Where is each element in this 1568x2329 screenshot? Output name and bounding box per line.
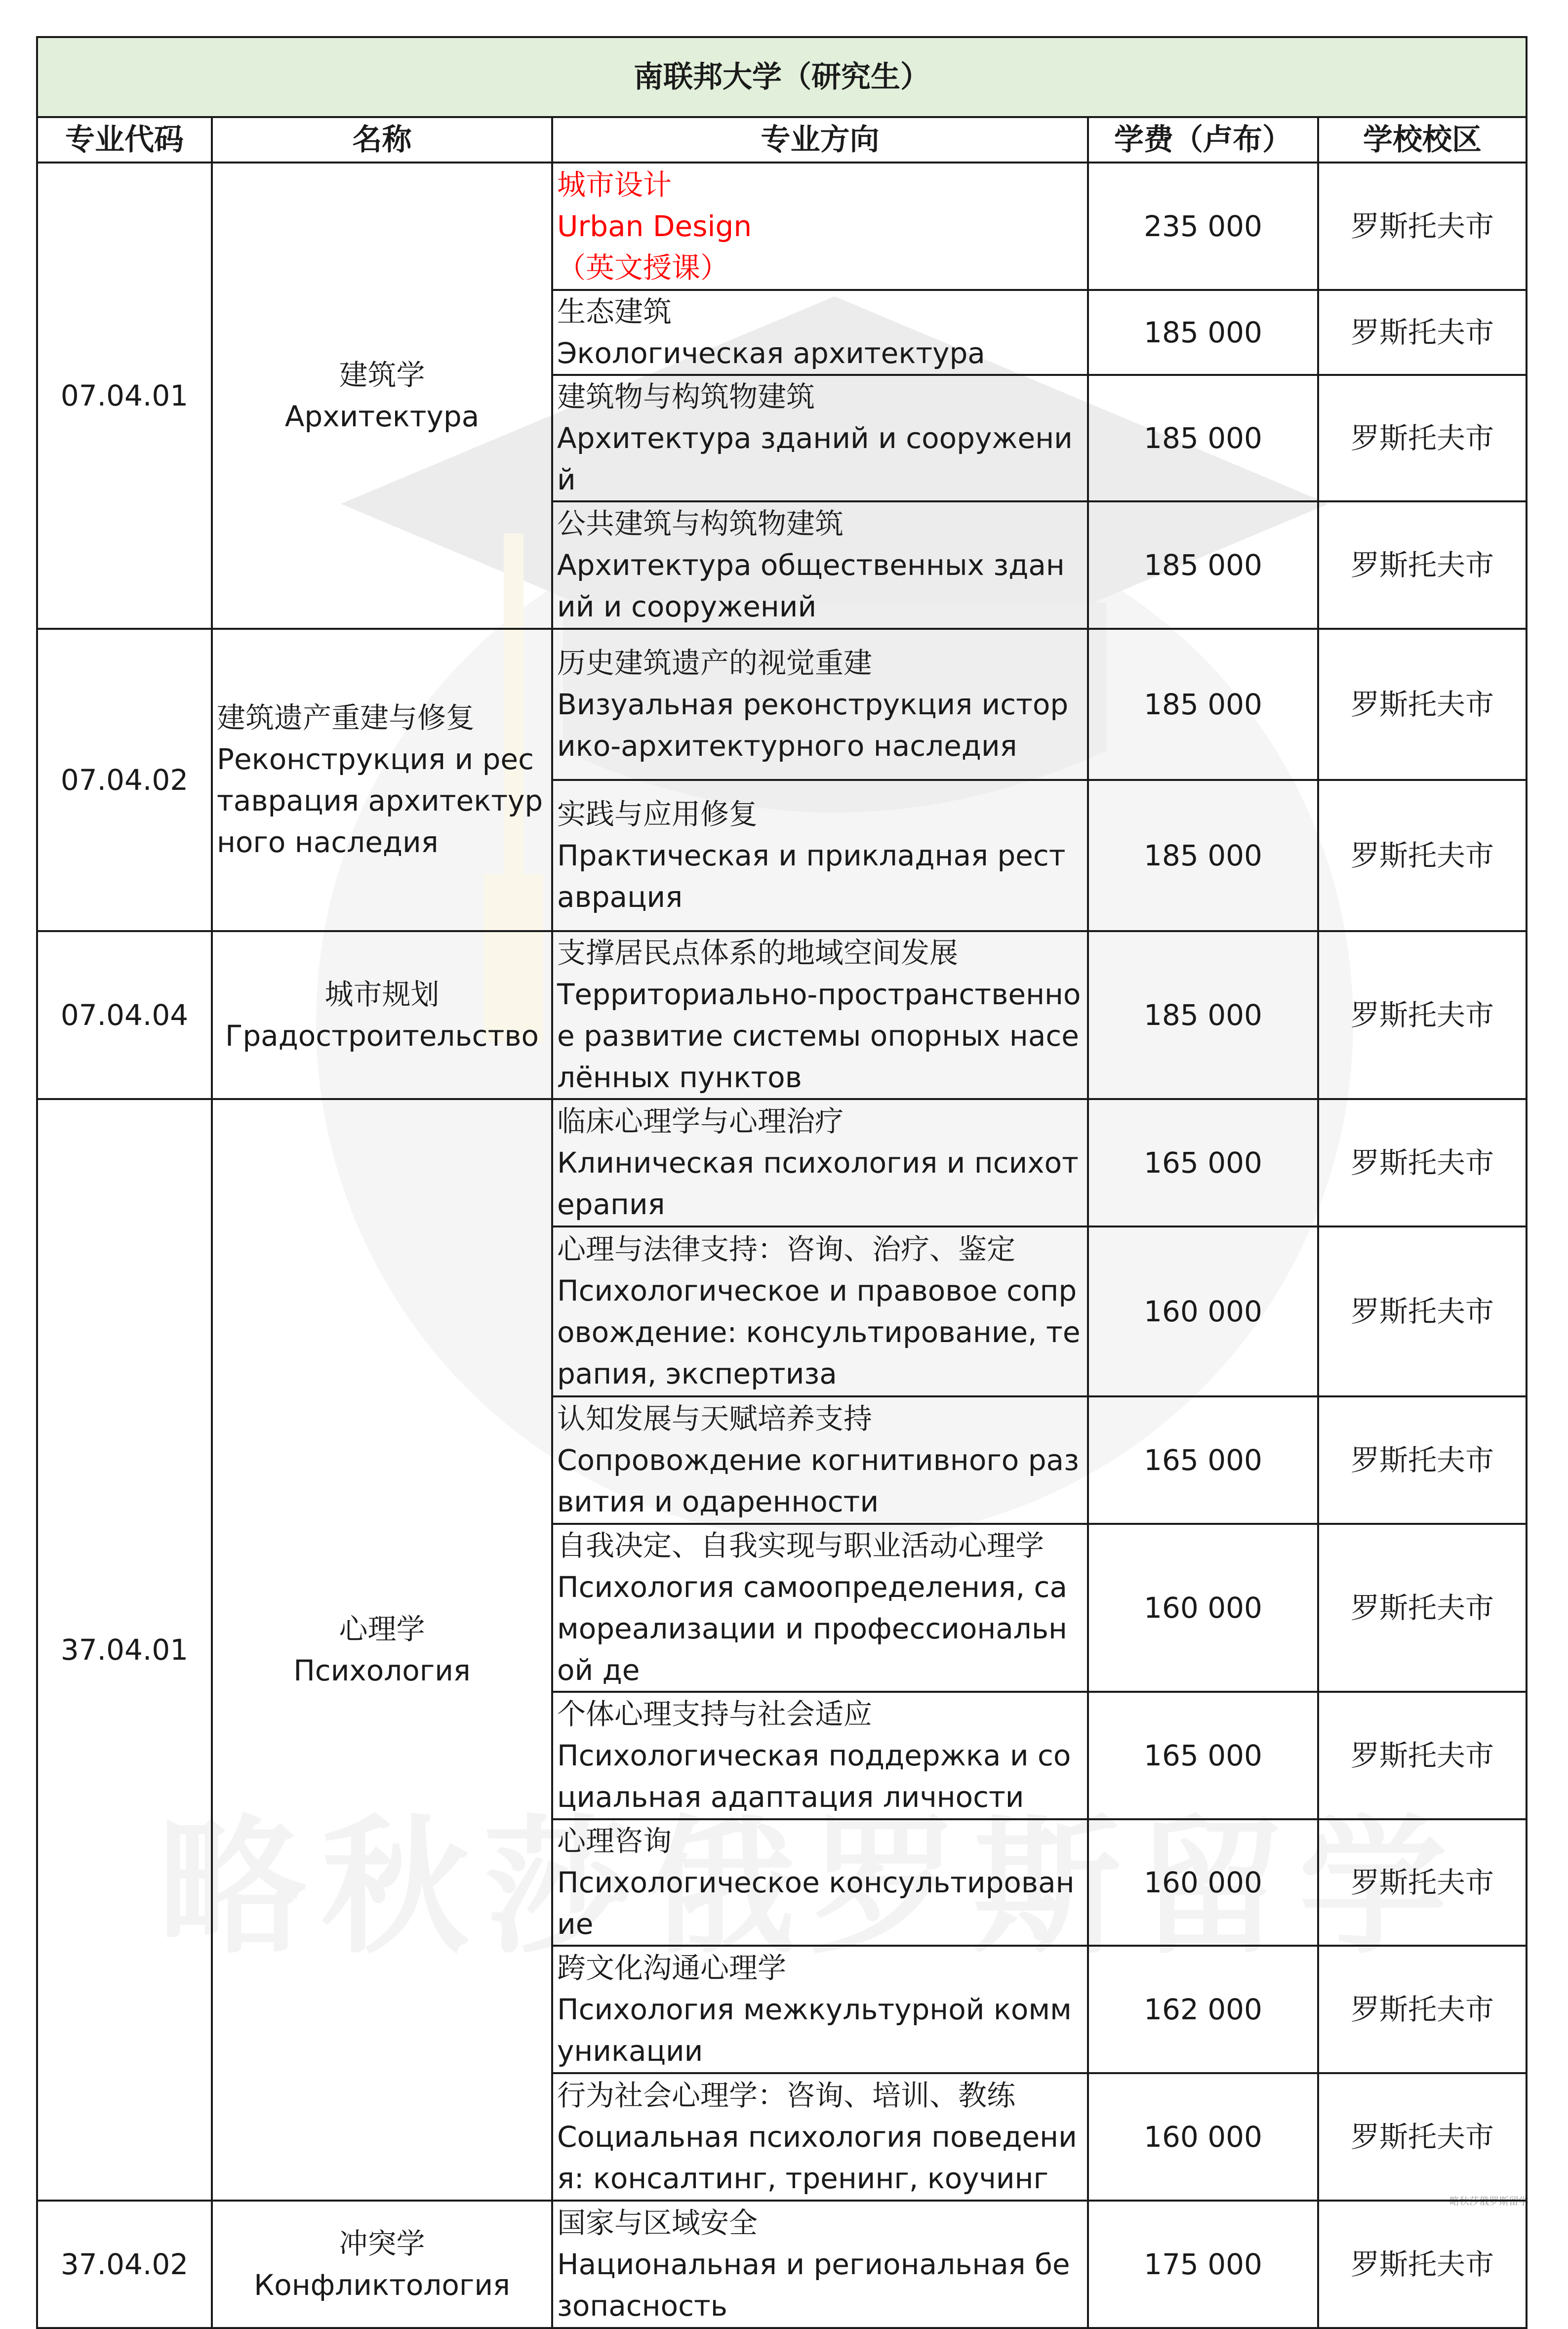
direction-note: （英文授课） [557, 251, 729, 285]
tuition-fee: 185 000 [1088, 375, 1318, 501]
table-row [37, 2201, 1527, 2328]
tuition-fee: 185 000 [1088, 780, 1318, 931]
campus-city: 罗斯托夫市 [1318, 780, 1527, 931]
program-direction [552, 1946, 1088, 2073]
major-name [212, 163, 552, 629]
direction-cn: 支撑居民点体系的地域空间发展 [557, 936, 959, 970]
major-name-cn: 心理学 [339, 1612, 425, 1646]
direction-cn: 临床心理学与心理治疗 [557, 1104, 844, 1138]
tuition-fee: 160 000 [1088, 1819, 1318, 1946]
major-name [212, 629, 552, 931]
major-name [212, 2201, 552, 2328]
direction-ru: Визуальная реконструкция историко-архитектурного наследия [557, 688, 1069, 763]
tuition-fee: 162 000 [1088, 1946, 1318, 2073]
program-direction [552, 375, 1088, 501]
major-code: 37.04.01 [37, 1099, 212, 2201]
program-direction [552, 1099, 1088, 1226]
tuition-fee: 160 000 [1088, 1226, 1318, 1396]
program-table [36, 36, 1528, 2329]
direction-ru: Клиническая психология и психотерапия [557, 1146, 1079, 1221]
program-direction [552, 1226, 1088, 1396]
direction-cn: 认知发展与天赋培养支持 [557, 1402, 873, 1435]
program-direction [552, 629, 1088, 780]
tuition-fee: 160 000 [1088, 1524, 1318, 1692]
campus-city: 罗斯托夫市 [1318, 1946, 1527, 2073]
direction-ru: Сопровождение когнитивного развития и одаренности [557, 1443, 1079, 1518]
campus-city: 罗斯托夫市 [1318, 1099, 1527, 1226]
tuition-fee: 185 000 [1088, 931, 1318, 1099]
header-campus: 学校校区 [1318, 117, 1527, 163]
major-code: 07.04.02 [37, 629, 212, 931]
campus-city: 罗斯托夫市 [1318, 1396, 1527, 1524]
direction-ru: Социальная психология поведения: консалтинг, тренинг, коучинг [557, 2120, 1077, 2195]
tuition-fee: 165 000 [1088, 1099, 1318, 1226]
table-title: 南联邦大学（研究生） [37, 37, 1527, 117]
tuition-fee: 160 000 [1088, 2073, 1318, 2201]
campus-city: 罗斯托夫市 [1318, 629, 1527, 780]
direction-ru: Архитектура зданий и сооружений [557, 421, 1073, 496]
table-row [37, 629, 1527, 780]
direction-ru: Психология межкультурной коммуникации [557, 1993, 1072, 2068]
program-direction [552, 1396, 1088, 1524]
direction-cn: 公共建筑与构筑物建筑 [557, 507, 844, 540]
direction-cn: 心理咨询 [557, 1824, 672, 1858]
direction-ru: Психологическое консультирование [557, 1866, 1075, 1941]
campus-city: 罗斯托夫市 [1318, 1819, 1527, 1946]
program-direction [552, 1819, 1088, 1946]
program-direction [552, 290, 1088, 375]
direction-ru: Психологическое и правовое сопровождение: консультирование, терапия, экспертиза [557, 1274, 1081, 1390]
tuition-fee: 185 000 [1088, 501, 1318, 629]
direction-cn: 历史建筑遗产的视觉重建 [557, 646, 873, 680]
campus-city: 罗斯托夫市 [1318, 1524, 1527, 1692]
direction-ru: Экологическая архитектура [557, 336, 985, 370]
major-code: 37.04.02 [37, 2201, 212, 2328]
major-name [212, 1099, 552, 2201]
direction-cn: 心理与法律支持：咨询、治疗、鉴定 [557, 1232, 1016, 1266]
direction-cn: 实践与应用修复 [557, 797, 758, 831]
program-direction [552, 931, 1088, 1099]
program-direction [552, 2073, 1088, 2201]
campus-city: 罗斯托夫市 [1318, 375, 1527, 501]
major-name-cn: 建筑遗产重建与修复 [217, 701, 475, 735]
tuition-fee: 175 000 [1088, 2201, 1318, 2328]
table-row [37, 931, 1527, 1099]
header-name: 名称 [212, 117, 552, 163]
direction-cn: 国家与区域安全 [557, 2206, 758, 2240]
direction-ru: Архитектура общественных зданий и сооружений [557, 548, 1065, 623]
major-name-ru: Архитектура [284, 400, 480, 433]
campus-city: 罗斯托夫市 [1318, 163, 1527, 290]
direction-cn: 城市设计 [557, 168, 672, 202]
major-name-ru: Градостроительство [225, 1019, 539, 1053]
direction-cn: 行为社会心理学：咨询、培训、教练 [557, 2079, 1016, 2112]
direction-cn: 生态建筑 [557, 295, 672, 328]
campus-city: 罗斯托夫市 [1318, 501, 1527, 629]
campus-city: 罗斯托夫市 [1318, 931, 1527, 1099]
tuition-fee: 235 000 [1088, 163, 1318, 290]
major-name-cn: 建筑学 [339, 358, 425, 392]
direction-cn: 跨文化沟通心理学 [557, 1951, 787, 1985]
program-direction [552, 2201, 1088, 2328]
direction-ru: Urban Design [557, 209, 752, 243]
major-code: 07.04.04 [37, 931, 212, 1099]
major-name-cn: 冲突学 [339, 2227, 425, 2260]
title-row [37, 37, 1527, 117]
direction-cn: 建筑物与构筑物建筑 [557, 380, 815, 413]
direction-cn: 自我决定、自我实现与职业活动心理学 [557, 1529, 1045, 1562]
campus-city: 罗斯托夫市 [1318, 290, 1527, 375]
header-code: 专业代码 [37, 117, 212, 163]
direction-ru: Психология самоопределения, самореализации и профессиональной де [557, 1570, 1067, 1687]
major-name [212, 931, 552, 1099]
campus-city: 罗斯托夫市 [1318, 2073, 1527, 2201]
program-direction [552, 163, 1088, 290]
major-code: 07.04.01 [37, 163, 212, 629]
tuition-fee: 185 000 [1088, 290, 1318, 375]
header-row [37, 117, 1527, 163]
table-row [37, 163, 1527, 290]
tuition-fee: 185 000 [1088, 629, 1318, 780]
campus-city: 罗斯托夫市 [1318, 1692, 1527, 1819]
header-fee: 学费（卢布） [1088, 117, 1318, 163]
direction-ru: Практическая и прикладная реставрация [557, 839, 1066, 914]
direction-ru: Психологическая поддержка и социальная адаптация личности [557, 1739, 1071, 1814]
major-name-ru: Психология [293, 1654, 471, 1687]
tuition-fee: 165 000 [1088, 1692, 1318, 1819]
program-direction [552, 1692, 1088, 1819]
table-row [37, 1099, 1527, 1226]
direction-ru: Национальная и региональная безопасность [557, 2247, 1070, 2323]
direction-cn: 个体心理支持与社会适应 [557, 1697, 873, 1731]
program-direction [552, 1524, 1088, 1692]
program-direction [552, 501, 1088, 629]
program-direction [552, 780, 1088, 931]
header-direction: 专业方向 [552, 117, 1088, 163]
major-name-ru: Конфликтология [254, 2268, 510, 2302]
tuition-fee: 165 000 [1088, 1396, 1318, 1524]
major-name-ru: Реконструкция и реставрация архитектурного наследия [217, 742, 543, 859]
campus-city: 罗斯托夫市 [1318, 1226, 1527, 1396]
campus-city: 罗斯托夫市 [1318, 2201, 1527, 2328]
corner-watermark: 略秋莎俄罗斯留学 [1449, 2195, 1528, 2207]
direction-ru: Территориально-пространственное развитие системы опорных населённых пунктов [557, 978, 1081, 1094]
major-name-cn: 城市规划 [324, 978, 440, 1011]
